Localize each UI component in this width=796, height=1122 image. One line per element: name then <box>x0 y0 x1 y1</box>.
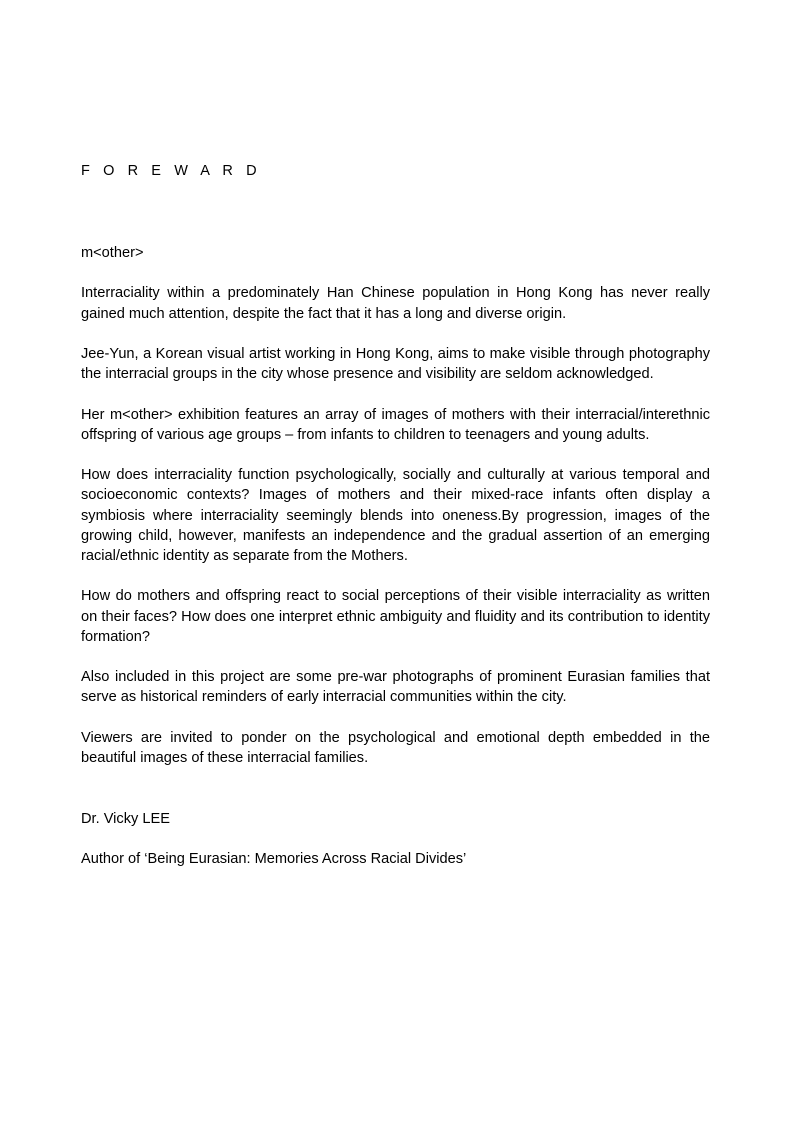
paragraph-1: Interraciality within a predominately Han Chinese population in Hong Kong has never really gained much attention, despite the fact that it has a long and diverse origin. <box>81 285 710 322</box>
paragraph-4: How does interraciality function psychologically, socially and culturally at various temporal and socioeconomic contexts? Images of mothers and their mixed-race infants often display a symbiosis where interraciality seemingly blends into oneness.By progression, images of the growing child, however, manifests an independence and the gradual assertion of an emerging racial/ethnic identity as separate from the Mothers. <box>81 467 710 564</box>
paragraph-2: Jee-Yun, a Korean visual artist working in Hong Kong, aims to make visible through photography the interracial groups in the city whose presence and visibility are seldom acknowledged. <box>81 345 710 383</box>
author-credit: Author of ‘Being Eurasian: Memories Across Racial Divides’ <box>81 850 467 867</box>
exhibition-title: m<other> <box>81 245 144 261</box>
author-name: Dr. Vicky LEE <box>81 810 170 827</box>
paragraph-6: Also included in this project are some pre-war photographs of prominent Eurasian families that serve as historical reminders of early interracial communities within the city. <box>81 669 710 706</box>
paragraph-5: How do mothers and offspring react to social perceptions of their visible interraciality as written on their faces? How does one interpret ethnic ambiguity and fluidity and its contribution to identity formation? <box>81 588 710 645</box>
page-heading: F O R E W A R D <box>81 163 262 179</box>
paragraph-7: Viewers are invited to ponder on the psychological and emotional depth embedded in the beautiful images of these interracial families. <box>81 729 710 766</box>
paragraph-3: Her m<other> exhibition features an array of images of mothers with their interracial/interethnic offspring of various age groups – from infants to children to teenagers and young adults. <box>81 406 710 443</box>
body-text <box>81 243 710 869</box>
